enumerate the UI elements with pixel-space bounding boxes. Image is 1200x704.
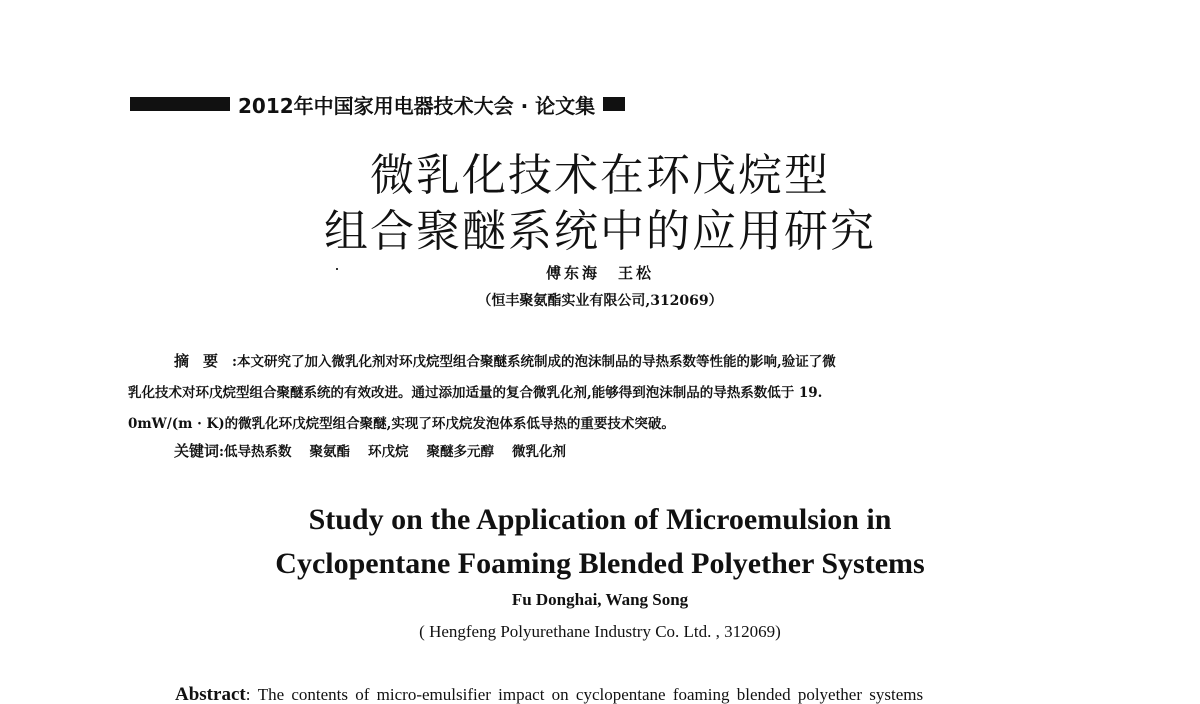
cn-title-line2: 组合聚醚系统中的应用研究 bbox=[324, 206, 876, 257]
cn-affiliation: （恒丰聚氨酯实业有限公司,312069） bbox=[477, 293, 723, 309]
keyword: 低导热系数 bbox=[224, 444, 292, 460]
cn-abstract bbox=[128, 346, 1088, 440]
conference-header bbox=[130, 90, 625, 118]
cn-title-line1: 微乳化技术在环戊烷型 bbox=[370, 150, 830, 201]
en-affiliation: ( Hengfeng Polyurethane Industry Co. Ltd. , 312069) bbox=[419, 622, 781, 641]
keyword: 聚氨酯 bbox=[309, 444, 350, 460]
en-authors: Fu Donghai, Wang Song bbox=[511, 590, 689, 609]
cn-abstract-line1: 摘要:本文研究了加入微乳化剂对环戊烷型组合聚醚系统制成的泡沫制品的导热系数等性能的影响,验证了微 bbox=[174, 352, 836, 370]
en-title-line1: Study on the Application of Microemulsion in bbox=[308, 503, 892, 536]
keyword: 微乳化剂 bbox=[512, 444, 566, 460]
cn-abstract-line2: 乳化技术对环戊烷型组合聚醚系统的有效改进。通过添加适量的复合微乳化剂,能够得到泡沫制品的导热系数低于 19. bbox=[128, 385, 823, 401]
header-decor-bar-right bbox=[603, 97, 625, 111]
cn-keywords-label: 关键词 bbox=[174, 442, 220, 460]
conference-title: 2012年中国家用电器技术大会 · 论文集 bbox=[238, 93, 596, 118]
en-abstract-label: Abstract bbox=[175, 684, 246, 704]
cn-keywords: 关键词:低导热系数 聚氨酯 环戊烷 聚醚多元醇 微乳化剂 bbox=[174, 442, 566, 460]
keyword: 聚醚多元醇 bbox=[426, 444, 494, 460]
cn-abstract-text1: 本文研究了加入微乳化剂对环戊烷型组合聚醚系统制成的泡沫制品的导热系数等性能的影响,验证了微 bbox=[237, 354, 836, 370]
header-decor-bar-left bbox=[130, 97, 230, 111]
en-title-line2: Cyclopentane Foaming Blended Polyether Systems bbox=[275, 547, 925, 580]
cn-authors: 傅东海 王松 bbox=[545, 264, 654, 282]
keyword: 环戊烷 bbox=[368, 444, 409, 460]
en-abstract: Abstract: The contents of micro-emulsifier impact on cyclopentane foaming blended polyether systems bbox=[175, 684, 924, 704]
cn-abstract-line3: 0mW/(m · K)的微乳化环戊烷型组合聚醚,实现了环戊烷发泡体系低导热的重要技术突破。 bbox=[128, 416, 675, 432]
cn-abstract-label: 摘要 bbox=[174, 352, 233, 370]
en-abstract-line1: The contents of micro-emulsifier impact on cyclopentane foaming blended polyether systems bbox=[257, 685, 924, 704]
